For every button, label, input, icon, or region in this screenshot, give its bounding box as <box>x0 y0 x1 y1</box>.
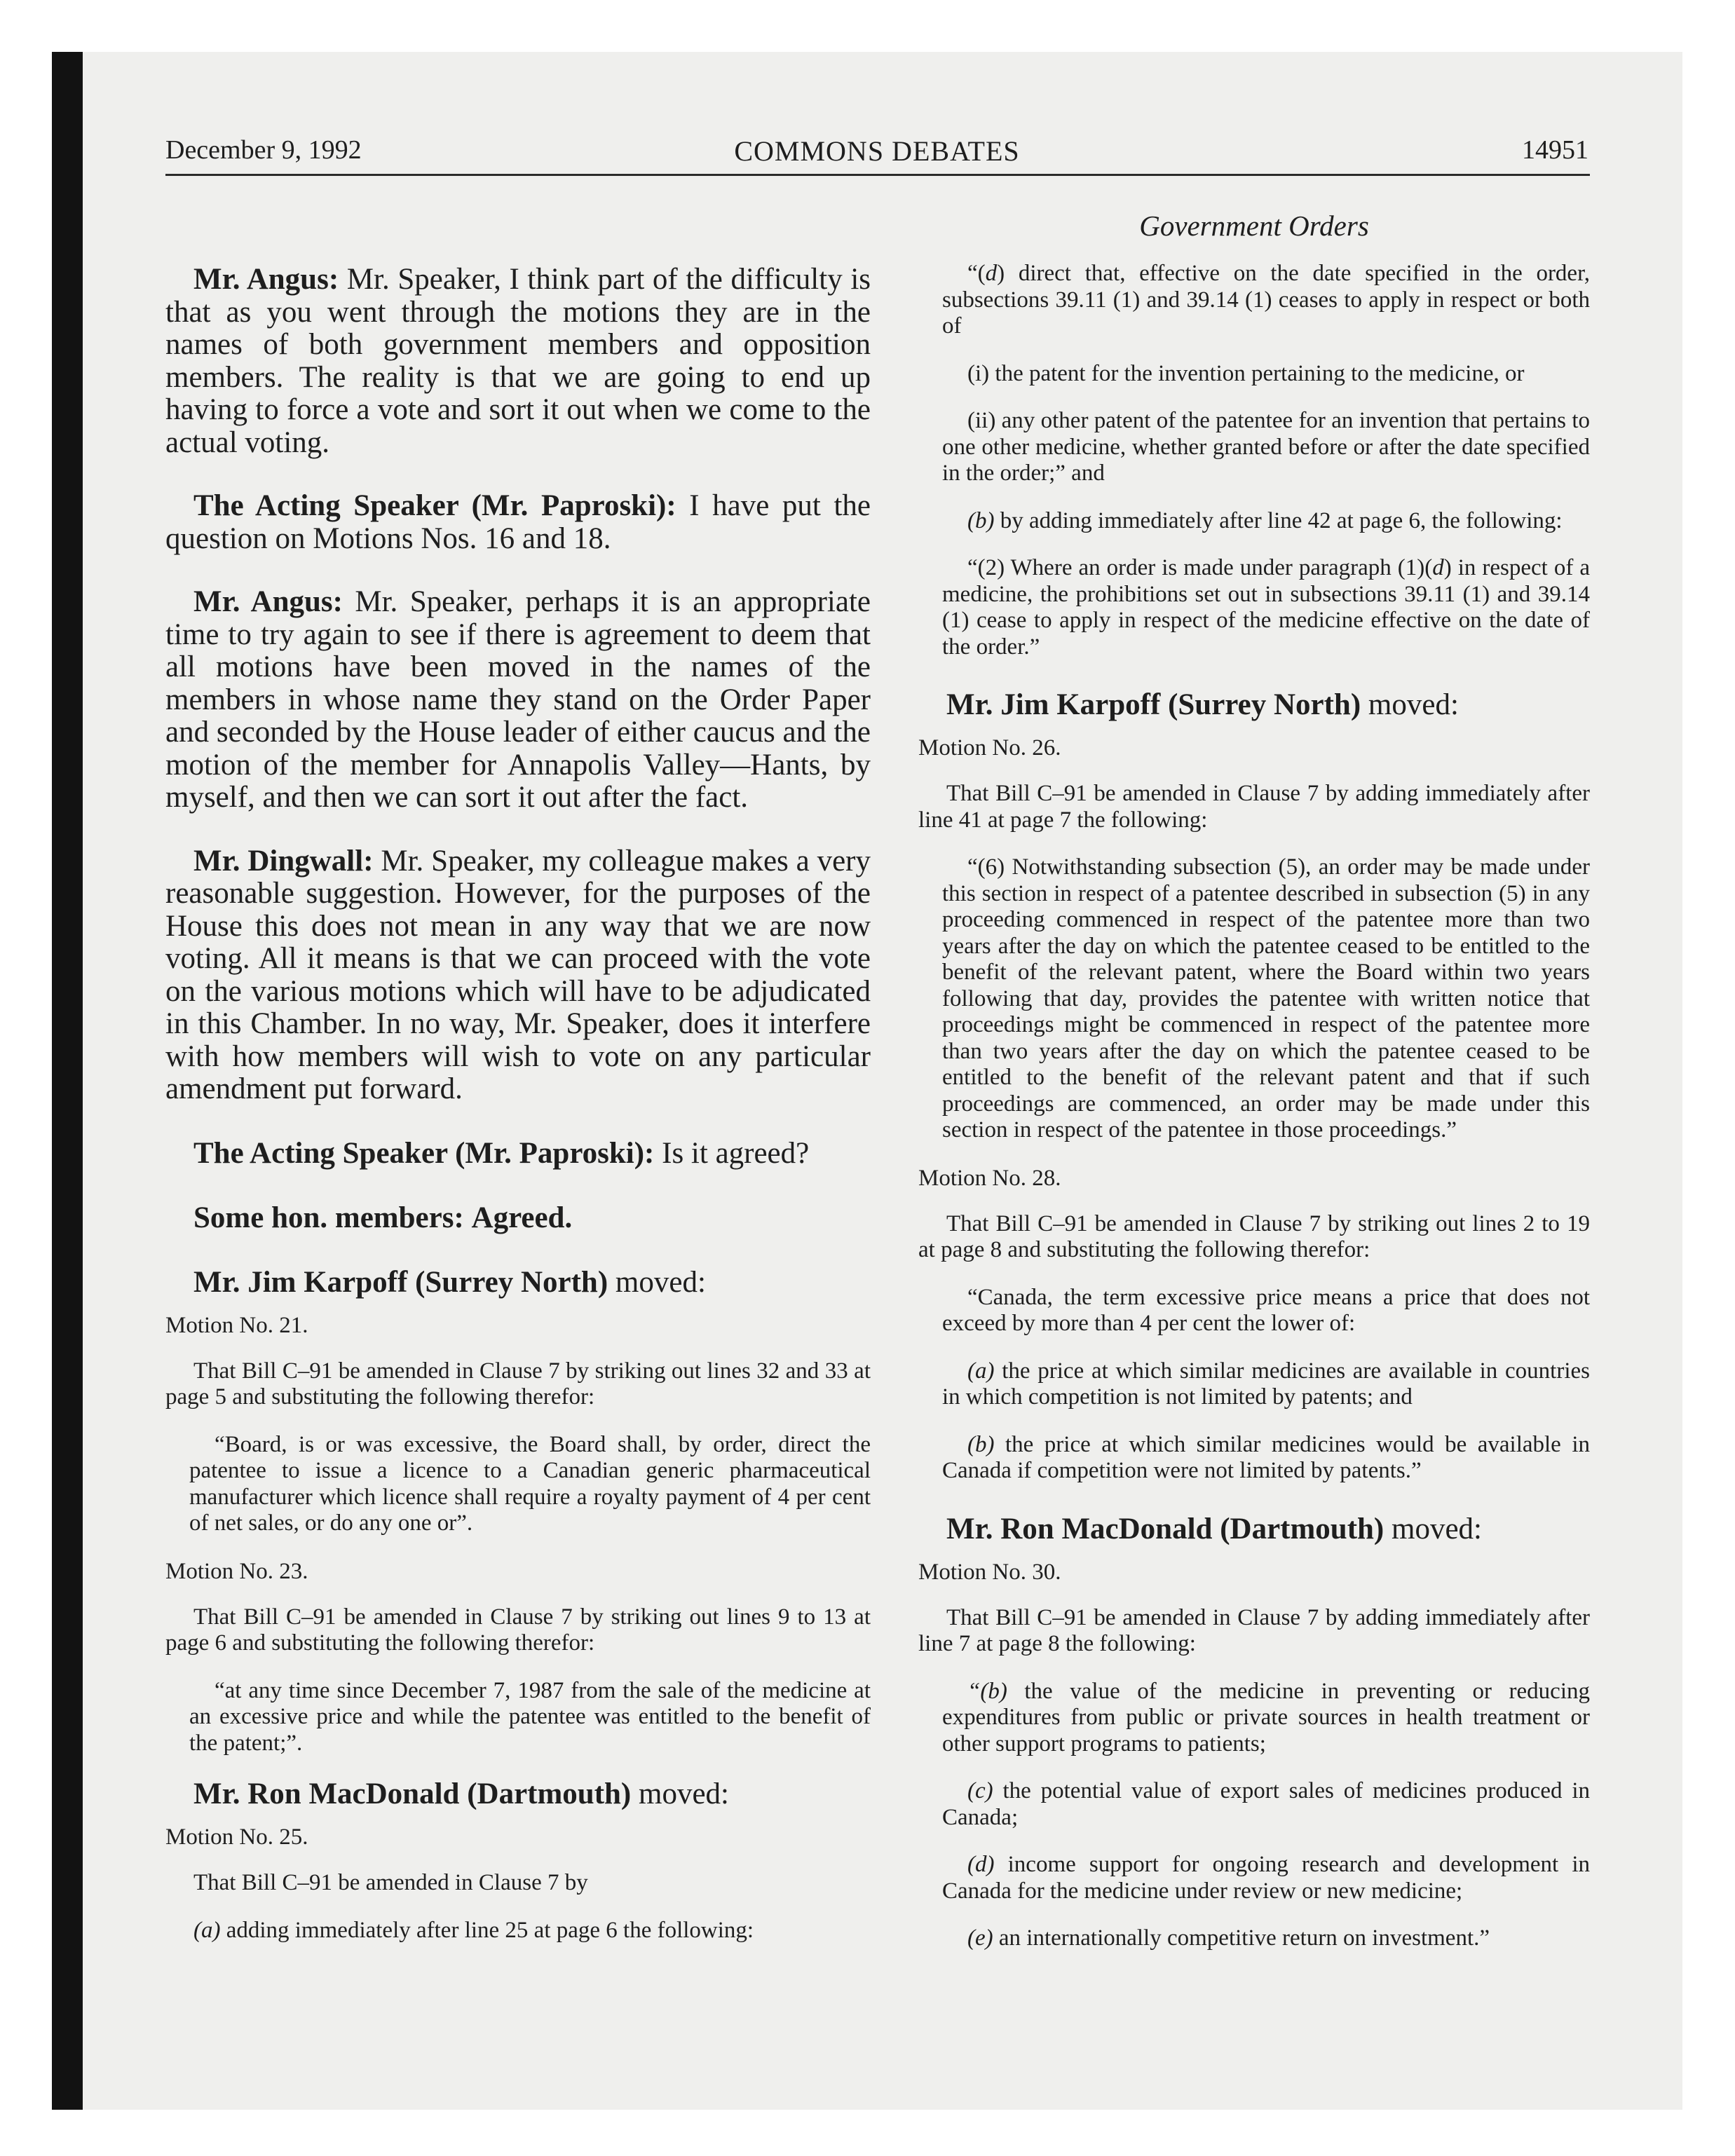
speech-paragraph <box>165 1137 871 1171</box>
item-label: d <box>985 261 998 286</box>
item-label: (e) <box>967 1925 993 1951</box>
motion-quote: “(6) Notwithstanding subsection (5), an order may be made under this section in respect of a patentee described in subsection (5) in any proceeding commenced in respect of the patentee more than two years after the day on which the patentee ceased to be entitled to the benefit of the relevant patent, where the Board within two years following that day, provides the patentee with written notice that proceedings might be commenced in respect of the patentee more than two years after the day on which the patentee ceased to be entitled to the benefit of the relevant patent and that if such proceedings are commenced, an order may be made under this section in respect of the patentee in those proceedings.” <box>942 854 1590 1142</box>
speaker-name: Mr. Angus: <box>193 585 343 618</box>
motion-number: Motion No. 23. <box>165 1558 308 1584</box>
speaker-name: Some hon. members: <box>193 1201 464 1234</box>
speaker-name: Mr. Dingwall: <box>193 844 374 878</box>
mover-name: Mr. Ron MacDonald (Dartmouth) <box>193 1778 632 1810</box>
speech-text: Mr. Speaker, I think part of the difficulty is that as you went through the motions they are in the names of both government members and opposition members. The reality is that we are going to end up having to force a vote and sort it out when we come to the actual voting. <box>165 263 871 459</box>
speech-paragraph <box>165 845 871 1106</box>
header-date: December 9, 1992 <box>165 135 362 165</box>
motion-quote <box>942 261 1590 340</box>
motion-number: Motion No. 26. <box>918 735 1061 760</box>
motion-number: Motion No. 25. <box>165 1824 308 1850</box>
quote-text: “(2) Where an order is made under paragraph (1)( <box>967 555 1433 580</box>
motion-text: That Bill C–91 be amended in Clause 7 by striking out lines 2 to 19 at page 8 and substituting the following therefor: <box>918 1210 1590 1262</box>
motion-number: Motion No. 21. <box>165 1312 308 1338</box>
motion-quote <box>942 555 1590 660</box>
motion-item <box>942 1679 1590 1758</box>
motion-item <box>942 1778 1590 1831</box>
speech-paragraph <box>165 586 871 814</box>
motion-quote: “Board, is or was excessive, the Board shall, by order, direct the patentee to issue a licence to a Canadian generic pharmaceutical manufacturer which licence shall require a royalty payment of 4 per cent of net sales, or do any one or”. <box>189 1431 871 1536</box>
motion-text: That Bill C–91 be amended in Clause 7 by adding immediately after line 7 at page 8 the following: <box>918 1604 1590 1656</box>
motion-number: Motion No. 28. <box>918 1165 1061 1191</box>
section-heading: Government Orders <box>1139 210 1369 242</box>
motion-text: That Bill C–91 be amended in Clause 7 by striking out lines 9 to 13 at page 6 and substituting the following therefor: <box>165 1604 871 1656</box>
motion-item <box>942 508 1590 535</box>
speech-paragraph <box>165 264 871 459</box>
speech-text: Mr. Speaker, perhaps it is an appropriate time to try again to see if there is agreement to deem that all motions have been moved in the names of the members in whose name they stand on the Order Paper and seconded by the House leader of either caucus and the motion of the member for Annapolis Valley—Hants, by myself, and then we can sort it out after the fact. <box>165 585 871 814</box>
item-label: d <box>1432 555 1444 580</box>
motion-text: That Bill C–91 be amended in Clause 7 by striking out lines 32 and 33 at page 5 and substituting the following therefor: <box>165 1358 871 1410</box>
motion-item <box>942 1925 1590 1952</box>
speech-paragraph <box>165 1201 871 1235</box>
item-label: “(b) <box>967 1678 1007 1704</box>
motion-quote: “at any time since December 7, 1987 from the sale of the medicine at an excessive price and while the patentee was entitled to the benefit of the patent;”. <box>189 1677 871 1756</box>
page-header <box>165 135 1588 177</box>
speech-text: Is it agreed? <box>662 1136 810 1170</box>
quote-open: “( <box>967 261 986 286</box>
mover-verb: moved: <box>1392 1512 1482 1546</box>
mover-line <box>918 1513 1590 1546</box>
motion-item <box>942 1852 1590 1904</box>
item-label: (a) <box>967 1358 995 1384</box>
speaker-name: Mr. Angus: <box>193 263 339 296</box>
item-text: an internationally competitive return on investment.” <box>998 1925 1490 1951</box>
sub-item: (ii) any other patent of the patentee for an invention that pertains to one other medicine, whether granted before or after the date specified in the order;” and <box>942 408 1590 486</box>
item-label: (c) <box>967 1778 993 1803</box>
item-text: the potential value of export sales of medicines produced in Canada; <box>942 1778 1590 1830</box>
left-column <box>165 203 871 1965</box>
motion-item <box>942 1358 1590 1411</box>
binding-shadow <box>52 52 83 2110</box>
item-text: the price at which similar medicines are available in countries in which competition is not limited by patents; and <box>942 1358 1590 1410</box>
quote-text: ) in respect of a medicine, the prohibitions set out in subsections 39.11 (1) and 39.14 (1) cease to apply in respect of the medicine effective on the date of the order.” <box>942 555 1590 660</box>
speech-paragraph <box>165 490 871 555</box>
mover-line <box>165 1266 871 1299</box>
motion-text: That Bill C–91 be amended in Clause 7 by <box>193 1870 588 1895</box>
speech-text: Mr. Speaker, my colleague makes a very reasonable suggestion. However, for the purposes of the House this does not mean in any way that we are now voting. All it means is that we can proceed with the vote on the various motions which will have to be adjudicated in this Chamber. In no way, Mr. Speaker, does it interfere with how members will wish to vote on any particular amendment put forward. <box>165 844 871 1105</box>
sub-item: (i) the patent for the invention pertaining to the medicine, or <box>967 360 1525 386</box>
motion-text: That Bill C–91 be amended in Clause 7 by adding immediately after line 41 at page 7 the following: <box>918 781 1590 833</box>
quote-text: ) direct that, effective on the date specified in the order, subsections 39.11 (1) and 39.14 (1) ceases to apply in respect or both of <box>942 261 1590 339</box>
mover-verb: moved: <box>1368 688 1459 721</box>
motion-item <box>942 1432 1590 1485</box>
speaker-name: The Acting Speaker (Mr. Paproski): <box>193 489 676 522</box>
speaker-name: The Acting Speaker (Mr. Paproski): <box>193 1136 655 1170</box>
item-label: (d) <box>967 1852 995 1877</box>
speech-text: Agreed. <box>471 1201 573 1234</box>
item-text: the value of the medicine in preventing or reducing expenditures from public or private sources in health treatment or other support programs to patients; <box>942 1678 1590 1756</box>
item-text: income support for ongoing research and development in Canada for the medicine under review or new medicine; <box>942 1852 1591 1904</box>
motion-quote: “Canada, the term excessive price means a price that does not exceed by more than 4 per cent the lower of: <box>942 1284 1590 1336</box>
mover-name: Mr. Jim Karpoff (Surrey North) <box>946 688 1361 721</box>
mover-name: Mr. Ron MacDonald (Dartmouth) <box>946 1512 1384 1546</box>
header-page-number: 14951 <box>1522 135 1588 165</box>
header-rule <box>165 174 1590 176</box>
mover-verb: moved: <box>639 1778 729 1810</box>
item-text: the price at which similar medicines would be available in Canada if competition were not limited by patents.” <box>942 1431 1590 1483</box>
header-title: COMMONS DEBATES <box>734 135 1020 167</box>
speech-text: I have put the question on Motions Nos. 16 and 18. <box>165 489 871 555</box>
mover-name: Mr. Jim Karpoff (Surrey North) <box>193 1265 608 1299</box>
motion-number: Motion No. 30. <box>918 1559 1061 1585</box>
motion-item <box>165 1918 871 1944</box>
mover-line <box>918 688 1590 722</box>
mover-line <box>165 1778 871 1811</box>
item-text: by adding immediately after line 42 at page 6, the following: <box>1000 507 1563 533</box>
item-label: (b) <box>967 1431 995 1457</box>
item-label: (b) <box>967 507 995 533</box>
right-column <box>918 203 1590 1973</box>
item-text: adding immediately after line 25 at page 6 the following: <box>226 1917 754 1943</box>
mover-verb: moved: <box>615 1265 706 1299</box>
item-label: (a) <box>193 1917 221 1943</box>
